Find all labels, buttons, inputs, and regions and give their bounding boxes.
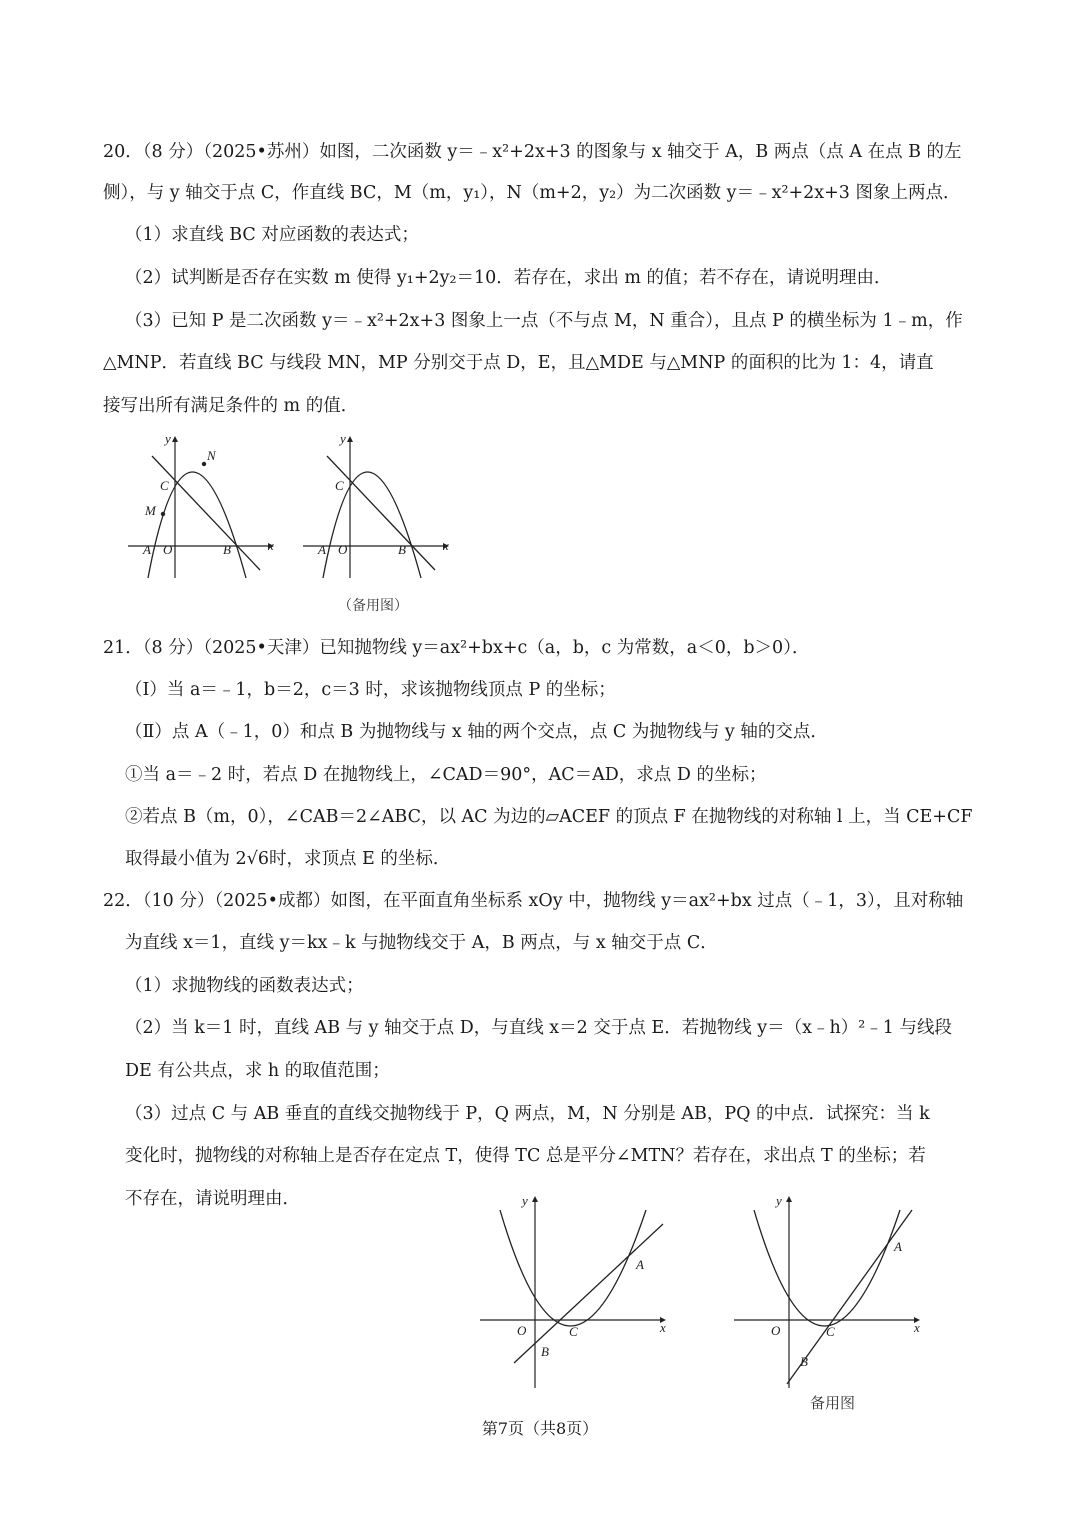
label-c: C	[335, 478, 344, 493]
label-m: M	[145, 503, 156, 518]
line-ab	[514, 1224, 663, 1363]
q21-sub-1: ①当 a＝﹣2 时，若点 D 在抛物线上，∠CAD＝90°，AC＝AD，求点 D 的坐标；	[125, 765, 767, 785]
q20-figure-main	[118, 428, 283, 583]
q20-backup-caption: （备用图）	[338, 598, 408, 614]
page-number: 第7页（共8页）	[481, 1419, 599, 1438]
q22-figure-backup	[732, 1188, 932, 1393]
q22-part-2-line-1: （2）当 k＝1 时，直线 AB 与 y 轴交于点 D，与直线 x＝2 交于点 E．若抛物线 y＝（x﹣h）²﹣1 与线段	[125, 1018, 952, 1038]
label-n: N	[207, 448, 216, 463]
label-x: x	[268, 538, 274, 553]
q22-part-3-line-1: （3）过点 C 与 AB 垂直的直线交抛物线于 P，Q 两点，M，N 分别是 AB，PQ 的中点．试探究：当 k	[125, 1104, 930, 1124]
label-a: A	[143, 542, 151, 557]
point-n-dot	[202, 462, 206, 466]
q22-backup-caption: 备用图	[810, 1394, 856, 1412]
q20-part-3-line-2: △MNP．若直线 BC 与线段 MN，MP 分别交于点 D，E，且△MDE 与△MNP 的面积的比为 1：4，请直	[103, 353, 934, 373]
y-axis	[347, 436, 353, 578]
y-axis	[172, 436, 178, 578]
label-a: A	[636, 1257, 644, 1272]
q22-part-3-line-2: 变化时，抛物线的对称轴上是否存在定点 T，使得 TC 总是平分∠MTN？若存在，求出点 T 的坐标；若	[125, 1146, 926, 1166]
label-o: O	[338, 542, 348, 557]
label-b: B	[541, 1344, 549, 1359]
x-axis	[734, 1317, 920, 1323]
q20-part-3-line-3: 接写出所有满足条件的 m 的值．	[103, 396, 359, 416]
label-o: O	[517, 1323, 527, 1338]
q20-part-1: （1）求直线 BC 对应函数的表达式；	[125, 225, 419, 245]
label-y: y	[776, 1193, 782, 1208]
q22-figure-main	[478, 1188, 678, 1393]
x-axis	[480, 1317, 666, 1323]
q20-line-2: 侧），与 y 轴交于点 C，作直线 BC，M（m，y₁），N（m+2，y₂）为二次函数 y＝﹣x²+2x+3 图象上两点．	[103, 183, 961, 203]
label-b: B	[800, 1354, 808, 1369]
label-y: y	[165, 431, 171, 446]
q21-part-1: （Ⅰ）当 a＝﹣1，b＝2，c＝3 时，求该抛物线顶点 P 的坐标；	[125, 680, 616, 700]
label-x: x	[443, 538, 449, 553]
q21-sub-2-line-1: ②若点 B（m，0），∠CAB＝2∠ABC，以 AC 为边的▱ACEF 的顶点 F 在抛物线的对称轴 l 上，当 CE+CF	[125, 807, 973, 827]
label-o: O	[771, 1323, 781, 1338]
label-x: x	[914, 1320, 920, 1335]
q22-line-1: 22．（10 分）（2025•成都）如图，在平面直角坐标系 xOy 中，抛物线 y＝ax²+bx 过点（﹣1，3），且对称轴	[103, 891, 964, 911]
point-m-dot	[161, 512, 165, 516]
label-a: A	[318, 542, 326, 557]
label-y: y	[340, 431, 346, 446]
q22-part-1: （1）求抛物线的函数表达式；	[125, 976, 364, 996]
label-c: C	[826, 1324, 835, 1339]
q22-line-2: 为直线 x＝1，直线 y＝kx﹣k 与抛物线交于 A，B 两点，与 x 轴交于点 C．	[125, 933, 718, 953]
q20-line-1: 20．（8 分）（2025•苏州）如图，二次函数 y＝﹣x²+2x+3 的图象与 x 轴交于 A，B 两点（点 A 在点 B 的左	[103, 142, 962, 162]
q20-part-2: （2）试判断是否存在实数 m 使得 y₁+2y₂＝10．若存在，求出 m 的值；若不存在，请说明理由．	[125, 268, 892, 288]
label-a: A	[894, 1239, 902, 1254]
parabola-curve	[754, 1210, 900, 1326]
label-y: y	[522, 1193, 528, 1208]
y-axis	[532, 1196, 538, 1388]
q21-part-2: （Ⅱ）点 A（﹣1，0）和点 B 为抛物线与 x 轴的两个交点，点 C 为抛物线与 y 轴的交点．	[125, 722, 828, 742]
label-b: B	[223, 542, 231, 557]
label-c: C	[160, 478, 169, 493]
q20-part-3-line-1: （3）已知 P 是二次函数 y＝﹣x²+2x+3 图象上一点（不与点 M，N 重合），且点 P 的横坐标为 1﹣m，作	[125, 311, 963, 331]
q22-part-3-line-3: 不存在，请说明理由．	[125, 1189, 300, 1209]
q21-sub-2-line-2: 取得最小值为 2√6时，求顶点 E 的坐标．	[125, 849, 451, 869]
label-b: B	[398, 542, 406, 557]
q21-line-1: 21．（8 分）（2025•天津）已知抛物线 y＝ax²+bx+c（a，b，c 为常数，a＜0，b＞0）．	[103, 638, 810, 658]
label-x: x	[660, 1320, 666, 1335]
q20-figure-backup	[293, 428, 458, 583]
q22-part-2-line-2: DE 有公共点，求 h 的取值范围；	[125, 1061, 390, 1081]
y-axis	[786, 1196, 792, 1388]
label-o: O	[163, 542, 173, 557]
label-c: C	[569, 1324, 578, 1339]
